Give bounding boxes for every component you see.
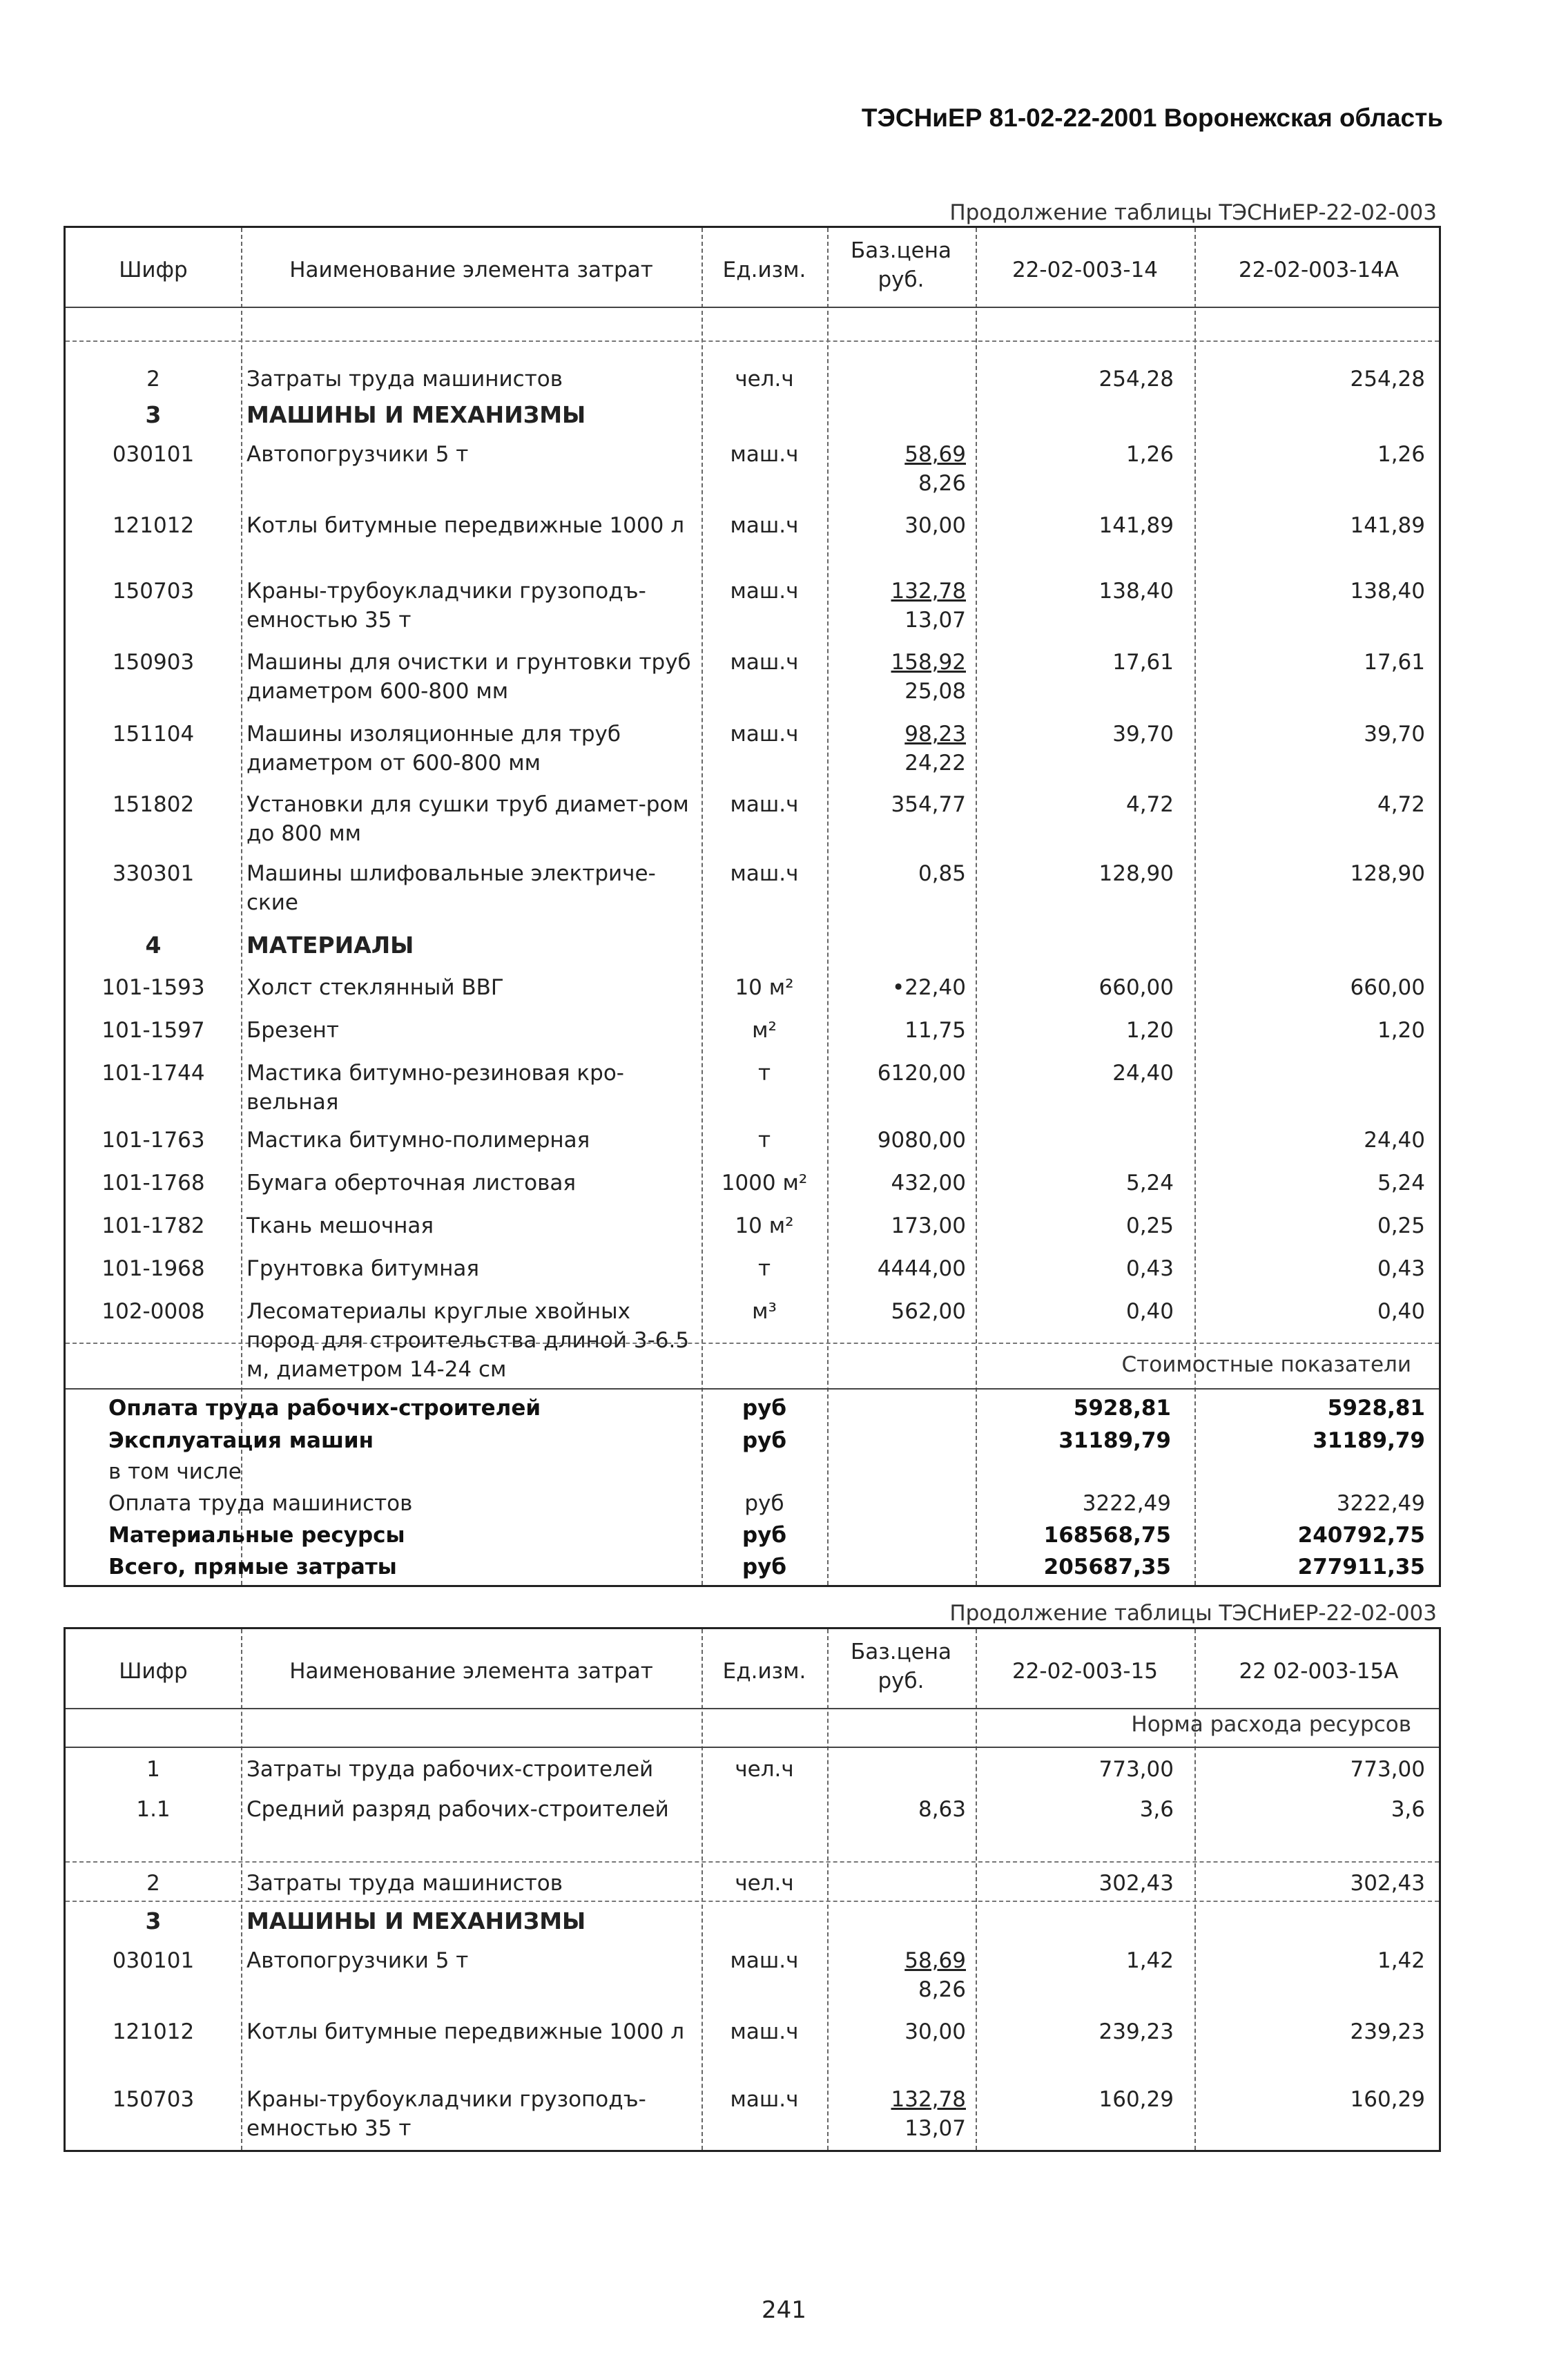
row-code: 030101 <box>112 442 195 467</box>
row-unit: т <box>757 1128 771 1153</box>
row-value-col2: 1,20 <box>1377 1018 1425 1043</box>
row-name: Затраты труда рабочих-строителей <box>246 1757 654 1782</box>
row-price: 173,00 <box>891 1213 966 1238</box>
col-header-name: Наименование элемента затрат <box>289 1659 653 1684</box>
col-header-unit: Ед.изм. <box>722 1659 806 1684</box>
row-price-secondary: 25,08 <box>904 679 966 704</box>
row-name: Мастика битумно-резиновая кро-вельная <box>246 1061 624 1115</box>
col-header-v2: 22-02-003-14А <box>1238 258 1400 282</box>
col-header-v1: 22-02-003-14 <box>1012 258 1159 282</box>
row-price-secondary: 8,26 <box>918 471 966 496</box>
totals-name: Оплата труда рабочих-строителей <box>108 1396 541 1421</box>
row-name: Холст стеклянный ВВГ <box>246 975 504 1000</box>
row-value-col1: 39,70 <box>1112 722 1174 747</box>
row-value-col2: 5,24 <box>1377 1171 1425 1195</box>
row-name: Машины для очистки и грунтовки труб диаметром 600-800 мм <box>246 650 691 704</box>
row-code: 3 <box>145 401 162 428</box>
row-price: 354,77 <box>891 792 966 817</box>
row-price-secondary: 13,07 <box>904 608 966 633</box>
row-code: 101-1744 <box>101 1061 205 1086</box>
row-name: Машины шлифовальные электриче-ские <box>246 861 656 915</box>
row-price-secondary: 13,07 <box>904 2116 966 2141</box>
totals-value-col1: 3222,49 <box>1082 1491 1171 1516</box>
row-name: Грунтовка битумная <box>246 1256 480 1281</box>
totals-unit: руб <box>742 1555 787 1579</box>
row-value-col1: 773,00 <box>1098 1757 1174 1782</box>
row-code: 121012 <box>112 2019 195 2044</box>
table2-caption: Продолжение таблицы ТЭСНиЕР-22-02-003 <box>949 1601 1437 1626</box>
row-code: 101-1593 <box>101 975 205 1000</box>
row-name: Автопогрузчики 5 т <box>246 442 469 467</box>
table1-caption: Продолжение таблицы ТЭСНиЕР-22-02-003 <box>949 200 1437 225</box>
row-unit: маш.ч <box>730 2019 799 2044</box>
row-code: 030101 <box>112 1948 195 1973</box>
row-unit: маш.ч <box>730 650 799 675</box>
row-value-col1: 1,26 <box>1125 442 1174 467</box>
row-code: 101-1968 <box>101 1256 205 1281</box>
row-price: 562,00 <box>891 1299 966 1324</box>
totals-name: Оплата труда машинистов <box>108 1491 413 1516</box>
totals-unit: руб <box>742 1428 787 1453</box>
col-header-code: Шифр <box>119 1659 188 1684</box>
row-unit: т <box>757 1061 771 1086</box>
row-price: 4444,00 <box>877 1256 966 1281</box>
row-unit: маш.ч <box>730 861 799 886</box>
row-name: МАТЕРИАЛЫ <box>246 932 414 959</box>
row-price: 58,69 <box>904 1948 966 1973</box>
row-code: 2 <box>146 1871 160 1896</box>
row-name: Установки для сушки труб диамет-ром до 800 мм <box>246 792 689 846</box>
row-code: 101-1597 <box>101 1018 205 1043</box>
row-price: 0,85 <box>918 861 966 886</box>
row-code: 4 <box>145 932 162 959</box>
row-unit: 10 м² <box>735 1213 794 1238</box>
row-value-col1: 0,40 <box>1125 1299 1174 1324</box>
row-value-col1: 0,43 <box>1125 1256 1174 1281</box>
row-unit: 1000 м² <box>721 1171 808 1195</box>
row-unit: м² <box>752 1018 777 1043</box>
row-value-col1: 17,61 <box>1112 650 1174 675</box>
totals-value-col2: 5928,81 <box>1327 1396 1425 1421</box>
row-name: Ткань мешочная <box>246 1213 434 1238</box>
totals-name: Материальные ресурсы <box>108 1523 405 1548</box>
row-name: Котлы битумные передвижные 1000 л <box>246 513 685 538</box>
row-code: 3 <box>145 1907 162 1934</box>
row-value-col1: 302,43 <box>1098 1871 1174 1896</box>
row-value-col1: 141,89 <box>1098 513 1174 538</box>
page-number: 241 <box>762 2296 806 2324</box>
row-value-col2: 0,40 <box>1377 1299 1425 1324</box>
row-code: 150703 <box>112 579 195 604</box>
row-value-col1: 660,00 <box>1098 975 1174 1000</box>
col-header-unit: Ед.изм. <box>722 258 806 282</box>
row-name: МАШИНЫ И МЕХАНИЗМЫ <box>246 1907 586 1934</box>
row-value-col1: 1,42 <box>1125 1948 1174 1973</box>
row-price-secondary: 8,26 <box>918 1977 966 2002</box>
totals-value-col1: 205687,35 <box>1043 1555 1171 1579</box>
row-value-col2: 160,29 <box>1350 2087 1425 2112</box>
row-code: 1 <box>146 1757 160 1782</box>
row-value-col2: 0,43 <box>1377 1256 1425 1281</box>
row-price: 8,63 <box>918 1797 966 1822</box>
table2-norm-label: Норма расхода ресурсов <box>1131 1712 1411 1737</box>
row-name: Бумага оберточная листовая <box>246 1171 577 1195</box>
row-name: Брезент <box>246 1018 339 1043</box>
row-value-col2: 660,00 <box>1350 975 1425 1000</box>
row-unit: маш.ч <box>730 442 799 467</box>
row-price: 30,00 <box>904 2019 966 2044</box>
table1 <box>64 226 1441 1587</box>
row-code: 150903 <box>112 650 195 675</box>
row-value-col1: 3,6 <box>1139 1797 1174 1822</box>
row-name: Автопогрузчики 5 т <box>246 1948 469 1973</box>
row-code: 101-1763 <box>101 1128 205 1153</box>
row-unit: чел.ч <box>735 1757 794 1782</box>
row-price: 132,78 <box>891 2087 966 2112</box>
row-name: Средний разряд рабочих-строителей <box>246 1797 669 1822</box>
row-unit: маш.ч <box>730 513 799 538</box>
row-value-col1: 160,29 <box>1098 2087 1174 2112</box>
row-name: МАШИНЫ И МЕХАНИЗМЫ <box>246 401 586 428</box>
row-value-col2: 17,61 <box>1364 650 1425 675</box>
row-name: Затраты труда машинистов <box>246 1871 563 1896</box>
row-name: Лесоматериалы круглые хвойных пород для строительства длиной 3-6.5 м, диаметром 14-24 см <box>246 1299 690 1382</box>
totals-value-col2: 277911,35 <box>1297 1555 1425 1579</box>
row-price: 432,00 <box>891 1171 966 1195</box>
table2 <box>64 1627 1441 2152</box>
row-value-col2: 39,70 <box>1364 722 1425 747</box>
row-value-col1: 254,28 <box>1098 367 1174 392</box>
table1-summary-label: Стоимостные показатели <box>1121 1352 1411 1377</box>
row-code: 121012 <box>112 513 195 538</box>
col-header-price: Баз.цена руб. <box>850 1640 952 1693</box>
totals-name: Всего, прямые затраты <box>108 1555 397 1579</box>
row-value-col2: 24,40 <box>1364 1128 1425 1153</box>
row-value-col2: 3,6 <box>1391 1797 1425 1822</box>
col-header-v1: 22-02-003-15 <box>1012 1659 1159 1684</box>
totals-value-col1: 31189,79 <box>1058 1428 1171 1453</box>
row-unit: 10 м² <box>735 975 794 1000</box>
row-value-col2: 302,43 <box>1350 1871 1425 1896</box>
totals-name: в том числе <box>108 1459 242 1484</box>
row-price: 30,00 <box>904 513 966 538</box>
totals-unit: руб <box>742 1396 787 1421</box>
row-value-col2: 1,26 <box>1377 442 1425 467</box>
row-value-col1: 239,23 <box>1098 2019 1174 2044</box>
row-value-col1: 0,25 <box>1125 1213 1174 1238</box>
document-header: ТЭСНиЕР 81-02-22-2001 Воронежская область <box>861 104 1443 132</box>
row-value-col1: 138,40 <box>1098 579 1174 604</box>
totals-value-col1: 5928,81 <box>1073 1396 1171 1421</box>
col-header-code: Шифр <box>119 258 188 282</box>
row-unit: чел.ч <box>735 367 794 392</box>
row-price-secondary: 24,22 <box>904 751 966 776</box>
totals-name: Эксплуатация машин <box>108 1428 374 1453</box>
row-unit: маш.ч <box>730 579 799 604</box>
row-value-col1: 128,90 <box>1098 861 1174 886</box>
row-value-col2: 4,72 <box>1377 792 1425 817</box>
row-price: 58,69 <box>904 442 966 467</box>
row-price: 6120,00 <box>877 1061 966 1086</box>
row-code: 330301 <box>112 861 195 886</box>
row-value-col1: 1,20 <box>1125 1018 1174 1043</box>
totals-value-col2: 240792,75 <box>1297 1523 1425 1548</box>
row-unit: маш.ч <box>730 2087 799 2112</box>
row-value-col2: 0,25 <box>1377 1213 1425 1238</box>
row-code: 101-1782 <box>101 1213 205 1238</box>
totals-unit: руб <box>742 1523 787 1548</box>
row-value-col2: 128,90 <box>1350 861 1425 886</box>
col-header-v2: 22 02-003-15А <box>1239 1659 1399 1684</box>
col-header-price: Баз.цена руб. <box>850 238 952 292</box>
row-value-col2: 138,40 <box>1350 579 1425 604</box>
row-unit: чел.ч <box>735 1871 794 1896</box>
row-name: Краны-трубоукладчики грузоподъ-емностью 35 т <box>246 2087 646 2141</box>
row-name: Мастика битумно-полимерная <box>246 1128 590 1153</box>
row-unit: маш.ч <box>730 722 799 747</box>
row-code: 151104 <box>112 722 195 747</box>
row-name: Краны-трубоукладчики грузоподъ-емностью 35 т <box>246 579 646 633</box>
totals-unit: руб <box>744 1491 784 1516</box>
row-price: 9080,00 <box>877 1128 966 1153</box>
row-name: Котлы битумные передвижные 1000 л <box>246 2019 685 2044</box>
row-price: 132,78 <box>891 579 966 604</box>
table2-header-row <box>66 1637 1439 1707</box>
row-name: Машины изоляционные для труб диаметром от 600-800 мм <box>246 722 621 776</box>
row-price: 11,75 <box>904 1018 966 1043</box>
row-price: •22,40 <box>891 975 966 1000</box>
totals-value-col2: 31189,79 <box>1313 1428 1425 1453</box>
row-unit: т <box>757 1256 771 1281</box>
row-code: 101-1768 <box>101 1171 205 1195</box>
row-value-col1: 5,24 <box>1125 1171 1174 1195</box>
row-code: 2 <box>146 367 160 392</box>
row-code: 1.1 <box>136 1797 171 1822</box>
row-name: Затраты труда машинистов <box>246 367 563 392</box>
row-value-col1: 24,40 <box>1112 1061 1174 1086</box>
row-value-col2: 254,28 <box>1350 367 1425 392</box>
col-header-name: Наименование элемента затрат <box>289 258 653 282</box>
row-value-col2: 1,42 <box>1377 1948 1425 1973</box>
row-code: 150703 <box>112 2087 195 2112</box>
row-price: 158,92 <box>891 650 966 675</box>
row-value-col2: 773,00 <box>1350 1757 1425 1782</box>
row-unit: м³ <box>752 1299 777 1324</box>
table1-header-row <box>66 236 1439 305</box>
totals-value-col2: 3222,49 <box>1336 1491 1425 1516</box>
row-value-col1: 4,72 <box>1125 792 1174 817</box>
row-value-col2: 239,23 <box>1350 2019 1425 2044</box>
totals-value-col1: 168568,75 <box>1043 1523 1171 1548</box>
row-code: 151802 <box>112 792 195 817</box>
row-price: 98,23 <box>904 722 966 747</box>
row-value-col2: 141,89 <box>1350 513 1425 538</box>
row-code: 102-0008 <box>101 1299 205 1324</box>
row-unit: маш.ч <box>730 792 799 817</box>
row-unit: маш.ч <box>730 1948 799 1973</box>
